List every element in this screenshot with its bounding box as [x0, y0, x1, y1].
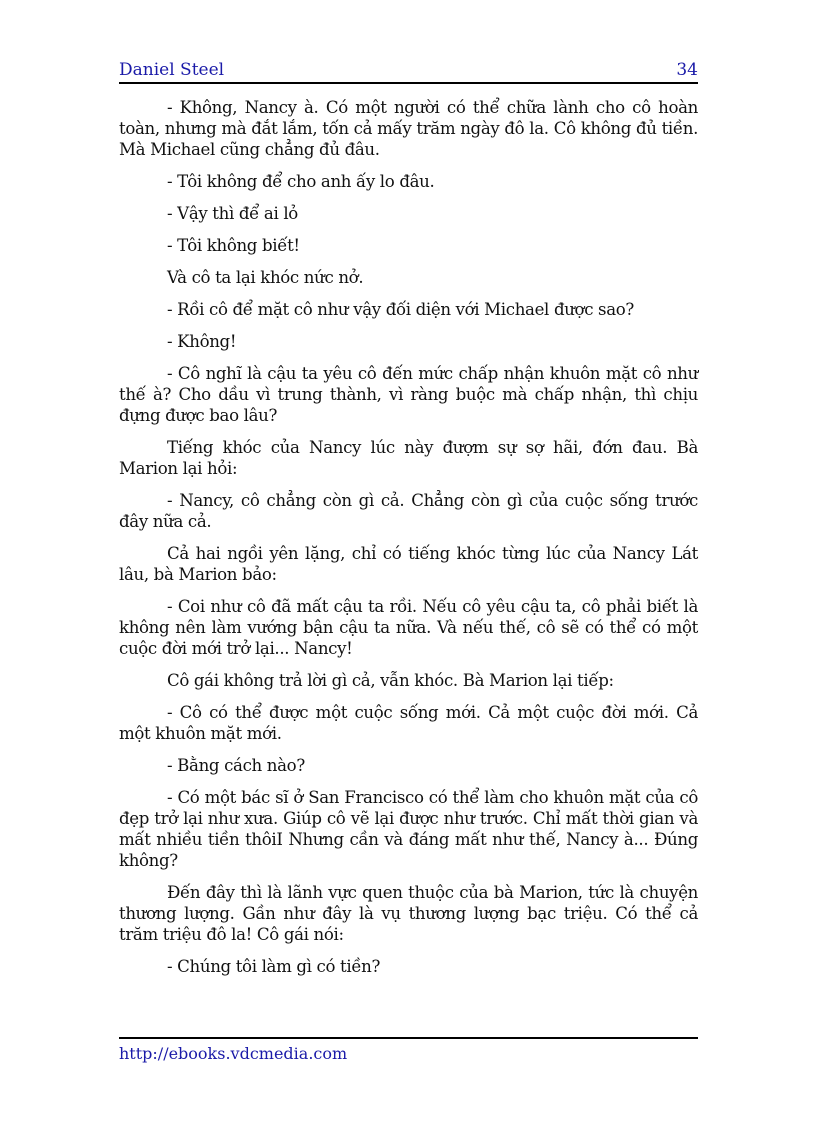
paragraph: - Bằng cách nào? [167, 756, 305, 775]
paragraph: Tiếng khóc của Nancy lúc này đượm sự sợ hãi, đớn đau. Bà Marion lại hỏi: [119, 438, 698, 478]
paragraph: Cả hai ngồi yên lặng, chỉ có tiếng khóc từng lúc của Nancy Lát lâu, bà Marion bảo: [119, 544, 698, 584]
paragraph: - Có một bác sĩ ở San Francisco có thể làm cho khuôn mặt của cô đẹp trở lại như xưa. Giúp cô vẽ lại được như trước. Chỉ mất thời gian và mất nhiều tiền thôiI Nhưng cần và đáng mất như thế, Nancy à... Đúng không? [119, 788, 698, 870]
page-header [119, 58, 698, 84]
paragraph: - Tôi không biết! [167, 236, 300, 255]
paragraph: - Không, Nancy à. Có một người có thể chữa lành cho cô hoàn toàn, nhưng mà đắt lắm, tốn cả mấy trăm ngày đô la. Cô không đủ tiền. Mà Michael cũng chẳng đủ đâu. [119, 98, 698, 159]
paragraph: - Cô nghĩ là cậu ta yêu cô đến mức chấp nhận khuôn mặt cô như thế à? Cho dầu vì trung thành, vì ràng buộc mà chấp nhận, thì chịu đựng được bao lâu? [119, 364, 698, 425]
book-author: Daniel Steel [119, 60, 225, 80]
paragraph: - Coi như cô đã mất cậu ta rồi. Nếu cô yêu cậu ta, cô phải biết là không nên làm vướng bận cậu ta nữa. Và nếu thế, cô sẽ có thể có một cuộc đời mới trở lại... Nancy! [119, 597, 698, 658]
paragraph: - Cô có thể được một cuộc sống mới. Cả một cuộc đời mới. Cả một khuôn mặt mới. [119, 703, 698, 743]
footer-divider [119, 1037, 698, 1039]
paragraph: Cô gái không trả lời gì cả, vẫn khóc. Bà Marion lại tiếp: [167, 671, 614, 690]
paragraph: - Không! [167, 332, 237, 351]
paragraph: - Rồi cô để mặt cô như vậy đối diện với Michael được sao? [167, 300, 634, 319]
page-body [119, 97, 698, 988]
page-number: 34 [676, 60, 698, 80]
paragraph: - Nancy, cô chẳng còn gì cả. Chẳng còn gì của cuộc sống trước đây nữa cả. [119, 491, 698, 531]
footer-url-link[interactable]: http://ebooks.vdcmedia.com [119, 1044, 348, 1063]
paragraph: Đến đây thì là lãnh vực quen thuộc của bà Marion, tức là chuyện thương lượng. Gần như đây là vụ thương lượng bạc triệu. Có thể cả trăm triệu đô la! Cô gái nói: [119, 883, 698, 944]
paragraph: Và cô ta lại khóc nức nở. [167, 268, 364, 287]
paragraph: - Chúng tôi làm gì có tiền? [167, 957, 381, 976]
paragraph: - Vậy thì để ai lỏ [167, 204, 298, 223]
paragraph: - Tôi không để cho anh ấy lo đâu. [167, 172, 435, 191]
